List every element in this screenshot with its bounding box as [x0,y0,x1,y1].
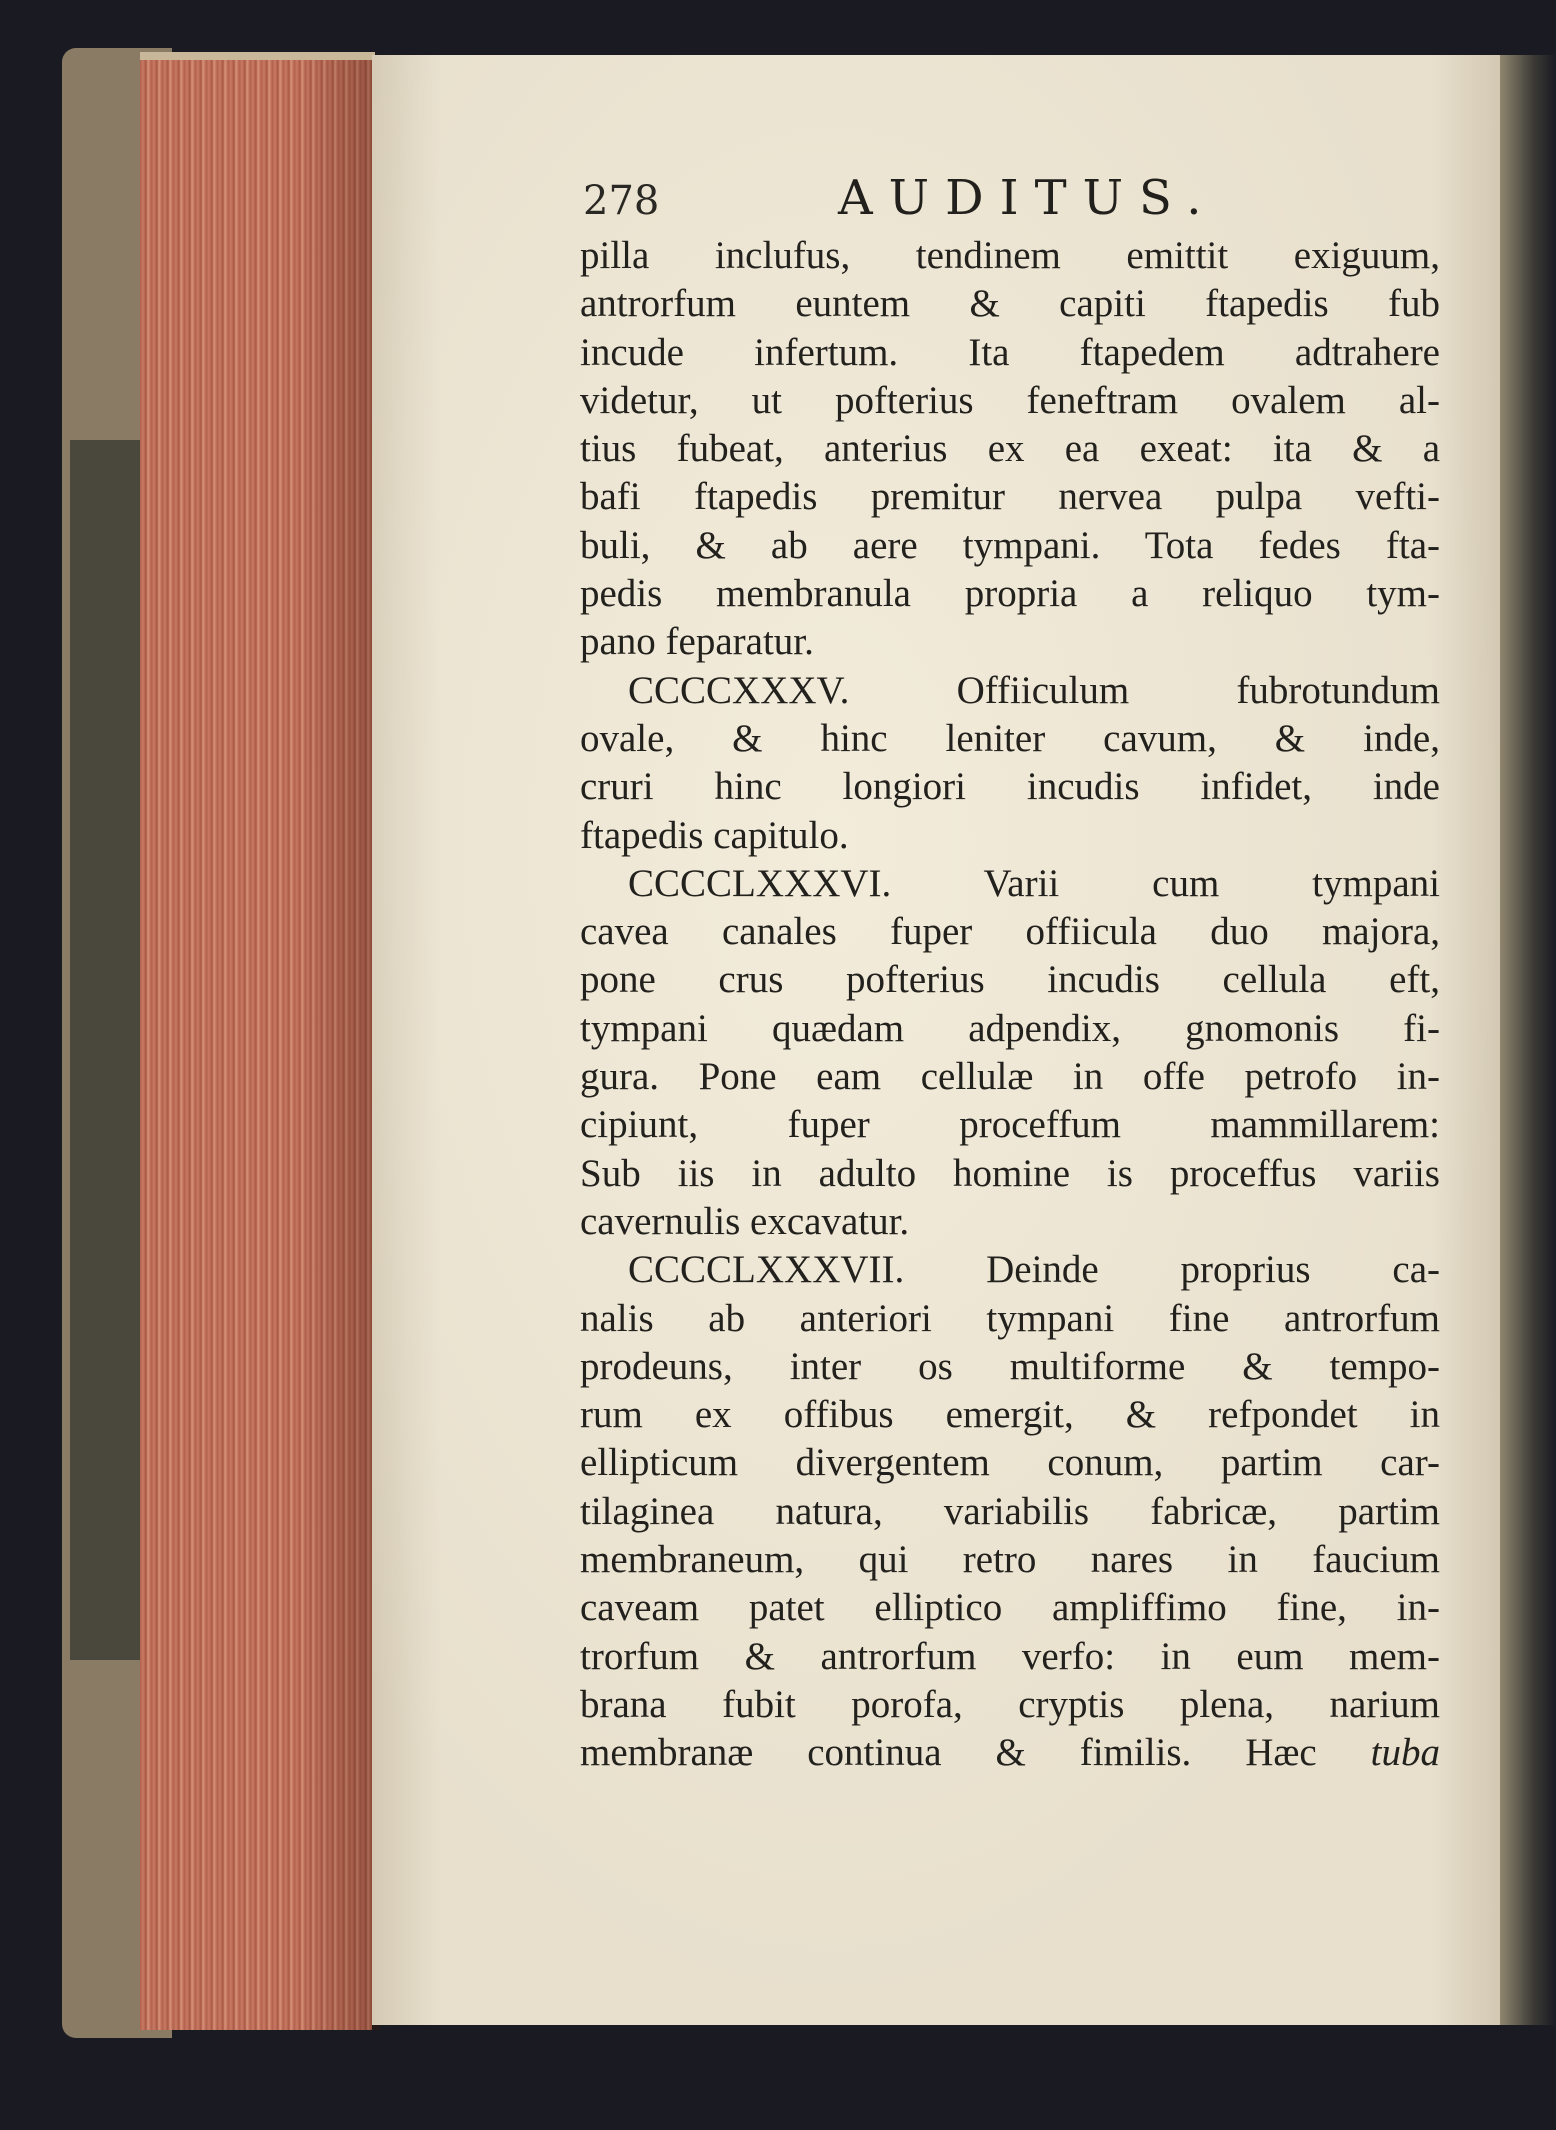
text-line: cavernulis excavatur. [580,1199,910,1243]
text-line: videtur, ut pofterius feneftram ovalem al- [580,378,1440,422]
text-line: ovale, & hinc leniter cavum, & inde, [580,716,1440,760]
text-line: pone crus pofterius incudis cellula eft, [580,958,1440,1002]
page-number: 278 [583,178,660,224]
text-line: brana fubit porofa, cryptis plena, narium [580,1682,1440,1726]
body-text [580,232,1440,1778]
text-line: ftapedis capitulo. [580,813,849,857]
text-line: incude infertum. Ita ftapedem adtrahere [580,330,1440,374]
text-line: pano feparatur. [580,620,814,664]
text-line: pedis membranula propria a reliquo tym- [580,572,1440,616]
text-line: nalis ab anteriori tympani fine antrorfum [580,1296,1440,1340]
text-line: tilaginea natura, variabilis fabricæ, partim [580,1489,1440,1533]
text-line: rum ex offibus emergit, & refpondet in [580,1393,1440,1437]
cover-marbling [70,440,140,1660]
last-line-text: membranæ continua & fimilis. Hæc [580,1731,1317,1775]
text-line: caveam patet elliptico ampliffimo fine, in- [580,1586,1440,1630]
gutter-shadow [1500,55,1556,2025]
paragraph-start: CCCCLXXXVII. Deinde proprius ca- [628,1248,1440,1292]
running-head: AUDITUS. [838,170,1218,226]
text-line: membraneum, qui retro nares in faucium [580,1538,1440,1582]
paragraph-start: CCCCLXXXVI. Varii cum tympani [628,861,1440,905]
text-line: antrorfum euntem & capiti ftapedis fub [580,282,1440,326]
text-line: gura. Pone eam cellulæ in offe petrofo in- [580,1055,1440,1099]
text-line: Sub iis in adulto homine is proceffus variis [580,1151,1440,1195]
text-line: bafi ftapedis premitur nervea pulpa vefti- [580,475,1440,519]
text-line: cavea canales fuper offiicula duo majora, [580,910,1440,954]
text-line: ellipticum divergentem conum, partim car- [580,1441,1440,1485]
text-line: cruri hinc longiori incudis infidet, inde [580,765,1440,809]
text-line: tius fubeat, anterius ex ea exeat: ita & a [580,427,1440,471]
text-line: prodeuns, inter os multiforme & tempo- [580,1344,1440,1388]
last-line [580,1729,1440,1777]
text-line: buli, & ab aere tympani. Tota fedes fta- [580,523,1440,567]
text-line: tympani quædam adpendix, gnomonis fi- [580,1006,1440,1050]
paragraph-start: CCCCXXXV. Offiiculum fubrotundum [628,668,1440,712]
edge-shadow [300,60,380,2030]
catchword: tuba [1370,1731,1441,1775]
text-line: pilla inclufus, tendinem emittit exiguum, [580,234,1440,277]
text-line: cipiunt, fuper proceffum mammillarem: [580,1103,1440,1147]
text-line: trorfum & antrorfum verfo: in eum mem- [580,1634,1440,1678]
